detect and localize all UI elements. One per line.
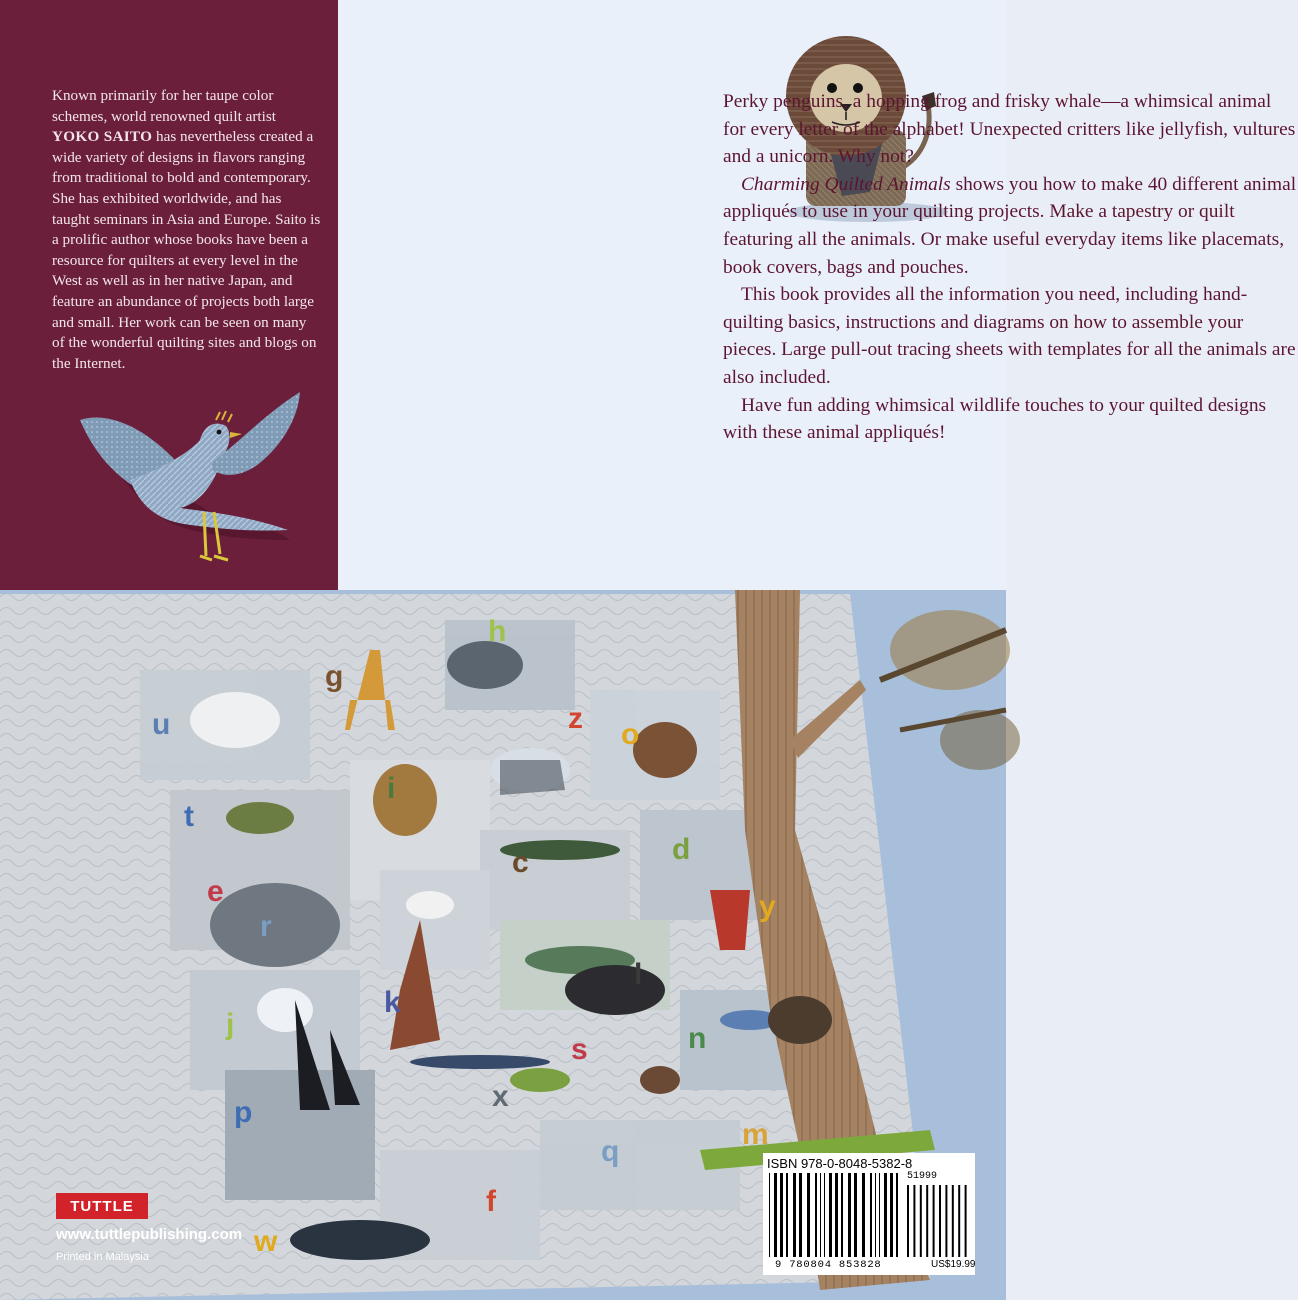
quilt-letter-c: c [512, 846, 529, 879]
printed-in-text: Printed in Malaysia [56, 1251, 149, 1263]
description-paragraph-2-text: shows you how to make 40 different animal appliqués to use in your quilting projects. Make a tapestry or quilt featuring all the animals. Or make useful everyday items like placemats, book covers, bags and pouches. [723, 173, 1297, 278]
quilt-letter-r: r [260, 910, 272, 943]
author-panel [0, 0, 338, 590]
author-bio-text-end: has nevertheless created a wide variety of designs in flavors ranging from traditional to bold and contemporary. She has exhibited worldwide, and has taught seminars in Asia and Europe. Saito is a prolific author whose books have been a resource for quilters at every level in the West as well as in her native Japan, and feature an abundance of projects both large and small. Her work can be seen on many of the wonderful quilting sites and blogs on the Internet. [52, 128, 321, 372]
quilt-letter-z: z [568, 702, 583, 735]
quilt-letter-l: l [634, 958, 643, 991]
description-paragraph-4: Have fun adding whimsical wildlife touches to your quilted designs with these animal appliqués! [723, 394, 1267, 444]
quilt-letter-x: x [492, 1080, 509, 1113]
author-bio-text-start: Known primarily for her taupe color schemes, world renowned quilt artist [52, 87, 276, 125]
quilt-letter-e: e [207, 875, 224, 908]
author-name: YOKO SAITO [52, 128, 153, 146]
quilt-letter-s: s [571, 1033, 588, 1066]
quilt-letter-w: w [254, 1225, 278, 1258]
retail-price: US$19.99 [931, 1259, 976, 1270]
quilt-letter-f: f [486, 1185, 496, 1218]
description-paragraph-1: Perky penguins, a hopping frog and frisky whale—a whimsical animal for every letter of the alphabet! Unexpected critters like jellyfish, vultures and a unicorn. Why not? [723, 91, 1296, 168]
book-description [723, 88, 1298, 447]
quilt-letter-t: t [184, 800, 194, 833]
quilt-letter-i: i [387, 772, 396, 805]
description-paragraph-3: This book provides all the information you need, including hand-quilting basics, instructions and diagrams on how to assemble your pieces. Large pull-out tracing sheets with templates for all the animals are also included. [723, 284, 1296, 388]
quilt-letter-h: h [488, 615, 507, 648]
quilt-letter-p: p [234, 1096, 253, 1129]
book-title-italic: Charming Quilted Animals [741, 173, 951, 195]
quilt-letter-n: n [688, 1022, 707, 1055]
price-code: 51999 [907, 1171, 938, 1182]
barcode-bars [763, 1153, 975, 1275]
description-panel [338, 0, 1297, 590]
ean-number: 9 780804 853828 [775, 1259, 882, 1271]
quilt-letter-o: o [621, 718, 640, 751]
author-bio [52, 86, 322, 374]
tuttle-logo: TUTTLE [56, 1193, 148, 1219]
publisher-website[interactable]: www.tuttlepublishing.com [56, 1226, 243, 1243]
quilt-letter-u: u [152, 708, 171, 741]
quilt-letter-k: k [384, 986, 401, 1019]
quilt-letter-q: q [601, 1135, 620, 1168]
quilt-letter-g: g [325, 660, 344, 693]
isbn-text: ISBN 978-0-8048-5382-8 [767, 1156, 913, 1171]
quilt-letter-y: y [759, 890, 776, 923]
isbn-barcode [763, 1153, 975, 1275]
quilt-letter-d: d [672, 833, 691, 866]
description-paragraph-2 [723, 171, 1298, 281]
quilt-letter-j: j [226, 1008, 235, 1041]
quilt-letter-m: m [742, 1118, 769, 1151]
